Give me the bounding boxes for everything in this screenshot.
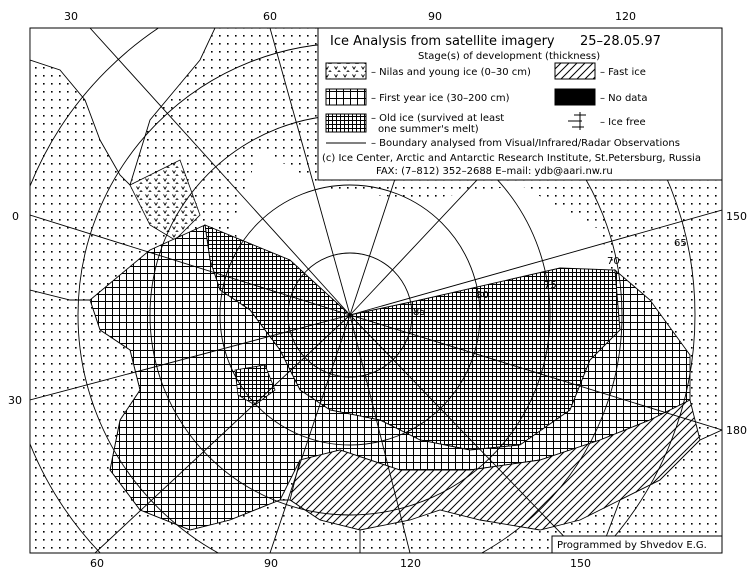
swatch-old-ice <box>326 114 366 132</box>
tick-right-180: 180 <box>726 424 747 437</box>
swatch-fast-ice <box>555 63 595 79</box>
tick-bottom-120: 120 <box>400 557 421 570</box>
legend-old-2: one summer's melt) <box>378 124 479 135</box>
legend <box>318 28 722 180</box>
legend-old-1: – Old ice (survived at least <box>371 113 505 124</box>
tick-top-30: 30 <box>64 10 78 23</box>
tick-bottom-150: 150 <box>570 557 591 570</box>
tick-bottom-60: 60 <box>90 557 104 570</box>
tick-top-120: 120 <box>615 10 636 23</box>
swatch-nilas <box>326 63 366 79</box>
legend-no-data: – No data <box>600 93 648 104</box>
tick-left-30: 30 <box>8 394 22 407</box>
lat-label-75: 75 <box>544 280 557 291</box>
lat-label-65: 65 <box>674 238 687 249</box>
legend-first-year: – First year ice (30–200 cm) <box>371 93 510 104</box>
legend-contact: FAX: (7–812) 352–2688 E–mail: ydb@aari.nw.ru <box>376 166 613 177</box>
legend-boundary: – Boundary analysed from Visual/Infrared/Radar Observations <box>371 138 680 149</box>
legend-ice-free: – Ice free <box>600 117 646 128</box>
lat-label-70: 70 <box>607 256 620 267</box>
swatch-first-year <box>326 89 366 105</box>
tick-top-60: 60 <box>263 10 277 23</box>
programmed-by: Programmed by Shvedov E.G. <box>557 540 707 551</box>
tick-bottom-90: 90 <box>264 557 278 570</box>
tick-top-90: 90 <box>428 10 442 23</box>
legend-title: Ice Analysis from satellite imagery <box>330 34 555 49</box>
legend-nilas: – Nilas and young ice (0–30 cm) <box>371 67 531 78</box>
legend-fast: – Fast ice <box>600 67 646 78</box>
tick-right-150: 150 <box>726 210 747 223</box>
lat-label-80: 80 <box>476 290 489 301</box>
lat-label-85: 85 <box>413 307 426 318</box>
swatch-no-data <box>555 89 595 105</box>
legend-credit: (c) Ice Center, Arctic and Antarctic Research Institute, St.Petersburg, Russia <box>322 153 701 164</box>
tick-left-0: 0 <box>12 210 19 223</box>
legend-date: 25–28.05.97 <box>580 34 661 49</box>
legend-subtitle: Stage(s) of development (thickness) <box>418 51 601 62</box>
